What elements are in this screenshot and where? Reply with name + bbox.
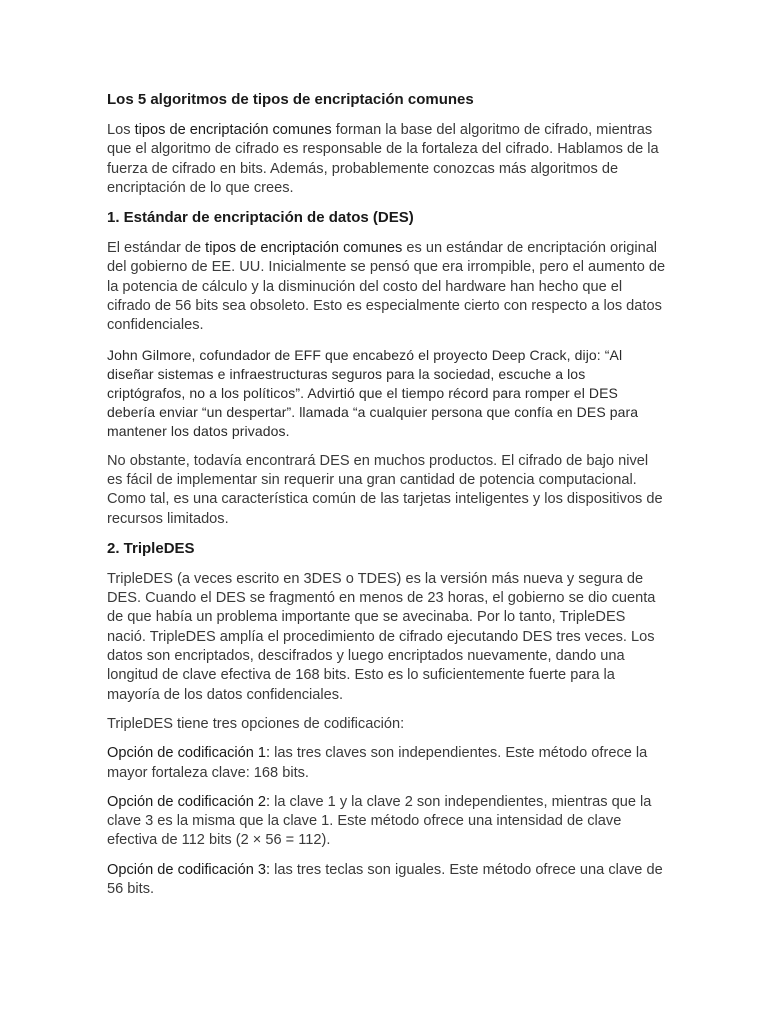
coding-option-2-text: la clave 1 y la clave 2 son independientes, mientras que la clave 3 es la misma que la clave 1. Este método ofrece una intensidad de clave efectiva de 112 bits (2 × 56 = 112). [107, 793, 652, 849]
des-p1-before: El estándar de [107, 240, 206, 257]
tripledes-paragraph-2: TripleDES tiene tres opciones de codificación: [107, 715, 405, 732]
des-paragraph-3: No obstante, todavía encontrará DES en muchos productos. El cifrado de bajo nivel es fácil de implementar sin requerir una gran cantidad de potencia computacional. Como tal, es una característica común de las tarjetas inteligentes y los dispositivos de recursos limitados. [107, 452, 663, 527]
coding-option-1-label: Opción de codificación 1: [107, 745, 271, 762]
intro-paragraph [107, 121, 667, 198]
intro-after: forman la base del algoritmo de cifrado, mientras que el algoritmo de cifrado es responsable de la fortaleza del cifrado. Hablamos de la fuerza de cifrado en bits. Además, probablemente conozcas más algoritmos de encriptación de lo que crees. [107, 122, 659, 196]
des-paragraph-1 [107, 239, 667, 335]
coding-option-2-label: Opción de codificación 2: [107, 793, 271, 810]
coding-option-1 [107, 744, 667, 783]
section-heading-tripledes: 2. TripleDES [107, 539, 195, 557]
intro-before: Los [107, 122, 135, 138]
coding-option-1-text: las tres claves son independientes. Este método ofrece la mayor fortaleza clave: 168 bits. [107, 745, 648, 781]
document-body [107, 90, 667, 909]
coding-option-3-text: las tres teclas son iguales. Este método ofrece una clave de 56 bits. [107, 861, 663, 898]
coding-option-2 [107, 793, 667, 851]
page-title: Los 5 algoritmos de tipos de encriptación comunes [107, 91, 474, 108]
coding-option-3-label: Opción de codificación 3: [107, 861, 271, 878]
intro-highlight: tipos de encriptación comunes [134, 122, 332, 138]
des-p1-highlight: tipos de encriptación comunes [205, 240, 403, 257]
tripledes-paragraph-1: TripleDES (a veces escrito en 3DES o TDES) es la versión más nueva y segura de DES. Cuando el DES se fragmentó en menos de 23 horas, el gobierno se dio cuenta de que había un problema importante que se avecinaba. Por lo tanto, TripleDES nació. TripleDES amplía el procedimiento de cifrado ejecutando DES tres veces. Los datos son encriptados, descifrados y luego encriptados nuevamente, dando una longitud de clave efectiva de 168 bits. Esto es lo suficientemente fuerte para la mayoría de los datos confidenciales. [107, 570, 656, 703]
des-p1-after: es un estándar de encriptación original del gobierno de EE. UU. Inicialmente se pensó que era irrompible, pero el aumento de la potencia de cálculo y la disminución del costo del hardware han hecho que el cifrado de 56 bits sea obsoleto. Esto es especialmente cierto con respecto a los datos confidenciales. [107, 240, 666, 334]
des-quote-paragraph: John Gilmore, cofundador de EFF que encabezó el proyecto Deep Crack, dijo: “Al diseñar sistemas e infraestructuras seguros para la sociedad, escuche a los criptógrafos, no a los políticos”. Advirtió que el tiempo récord para romper el DES debería enviar “un despertar”. llamada “a cualquier persona que confía en DES para mantener los datos privados. [107, 346, 639, 440]
section-heading-des: 1. Estándar de encriptación de datos (DES) [107, 209, 414, 227]
coding-option-3 [107, 861, 667, 900]
